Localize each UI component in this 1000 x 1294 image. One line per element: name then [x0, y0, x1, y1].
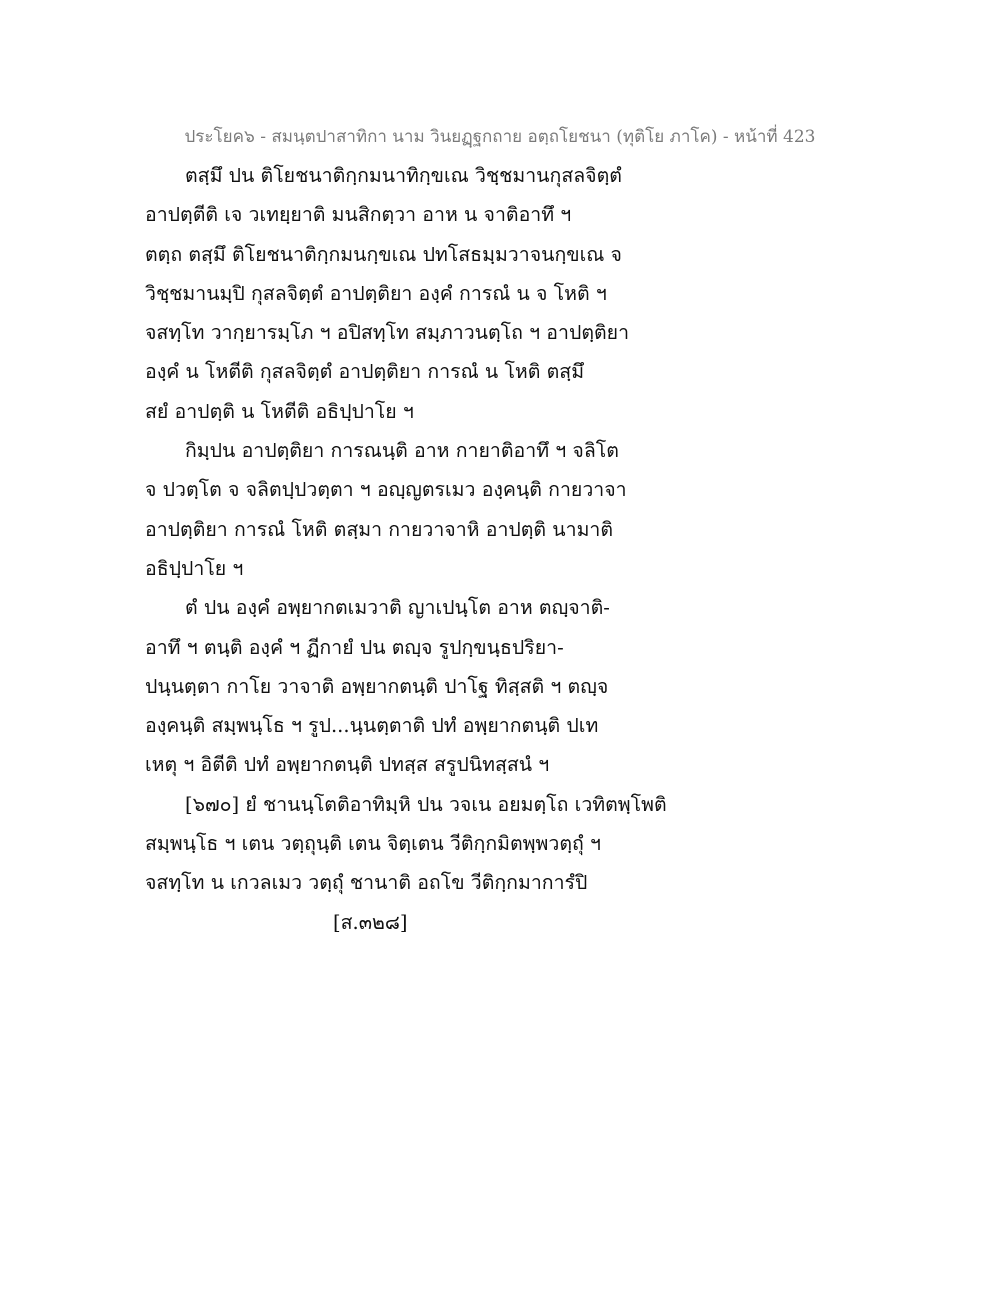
page-reference: [ส.๓๒๘]	[333, 910, 408, 934]
text-line: สยํ อาปตฺติ น โหตีติ อธิปฺปาโย ฯ	[145, 399, 414, 423]
text-line: อธิปฺปาโย ฯ	[145, 556, 244, 580]
text-line: จสทฺโท น เกวลเมว วตฺถุํ ชานาติ อถโข วีติกฺกมาการํปิ	[145, 871, 588, 895]
text-line: สมฺพนฺโธ ฯ เตน วตฺถุนฺติ เตน จิตฺเตน วีติกฺกมิตพฺพวตฺถุํ ฯ	[145, 832, 601, 856]
text-line: อาปตฺติยา การณํ โหติ ตสฺมา กายวาจาหิ อาปตฺติ นามาติ	[145, 517, 614, 541]
text-line: องฺคนฺติ สมฺพนฺโธ ฯ รูป...นฺนตฺตาติ ปทํ อพฺยากตนฺติ ปเท	[145, 714, 599, 738]
text-line: อาทึ ฯ ตนฺติ องฺคํ ฯ ฏีกายํ ปน ตญฺจ รูปกฺขนฺธปริยา-	[145, 635, 564, 659]
text-line: จสทฺโท วากฺยารมฺโภ ฯ อปิสทฺโท สมฺภาวนตฺโถ ฯ อาปตฺติยา	[145, 321, 630, 345]
text-line: ตํ ปน องฺคํ อพฺยากตเมวาติ ญาเปนฺโต อาห ตญฺจาติ-	[185, 596, 610, 620]
text-line: วิชฺชมานมฺปิ กุสลจิตฺตํ อาปตฺติยา องฺคํ การณํ น จ โหติ ฯ	[145, 281, 607, 305]
text-line: เหตุ ฯ อิตีติ ปทํ อพฺยากตนฺติ ปทสฺส สรูปนิทสฺสนํ ฯ	[145, 753, 550, 777]
text-line: จ ปวตฺโต จ จลิตปฺปวตฺตา ฯ อญฺญตรเมว องฺคนฺติ กายวาจา	[145, 478, 627, 502]
text-line: อาปตฺตีติ เจ วเทยฺยาติ มนสิกตฺวา อาห น จาติอาทึ ฯ	[145, 203, 572, 227]
text-line: [๖๗๐] ยํ ชานนฺโตติอาทิมฺหิ ปน วจเน อยมตฺโถ เวทิตพฺโพติ	[185, 792, 667, 816]
text-line: ตตฺถ ตสฺมึ ติโยชนาติกฺกมนกฺขเณ ปทโสธมฺมวาจนกฺขเณ จ	[145, 242, 622, 266]
text-line: กิมฺปน อาปตฺติยา การณนฺติ อาห กายาติอาทึ ฯ จลิโต	[185, 439, 619, 463]
text-line: ปนฺนตฺตา กาโย วาจาติ อพฺยากตนฺติ ปาโฐ ทิสฺสติ ฯ ตญฺจ	[145, 674, 609, 698]
body-text	[145, 156, 865, 942]
text-line: ตสฺมึ ปน ติโยชนาติกฺกมนาทิกฺขเณ วิชฺชมานกุสลจิตฺตํ	[185, 164, 622, 187]
page-header: ประโยค๖ - สมนฺตปาสาทิกา นาม วินยฏฺฐกถาย อตฺถโยชนา (ทุติโย ภาโค) - หน้าที่ 423	[184, 127, 816, 147]
text-line: องฺคํ น โหตีติ กุสลจิตฺตํ อาปตฺติยา การณํ น โหติ ตสฺมึ	[145, 360, 585, 384]
